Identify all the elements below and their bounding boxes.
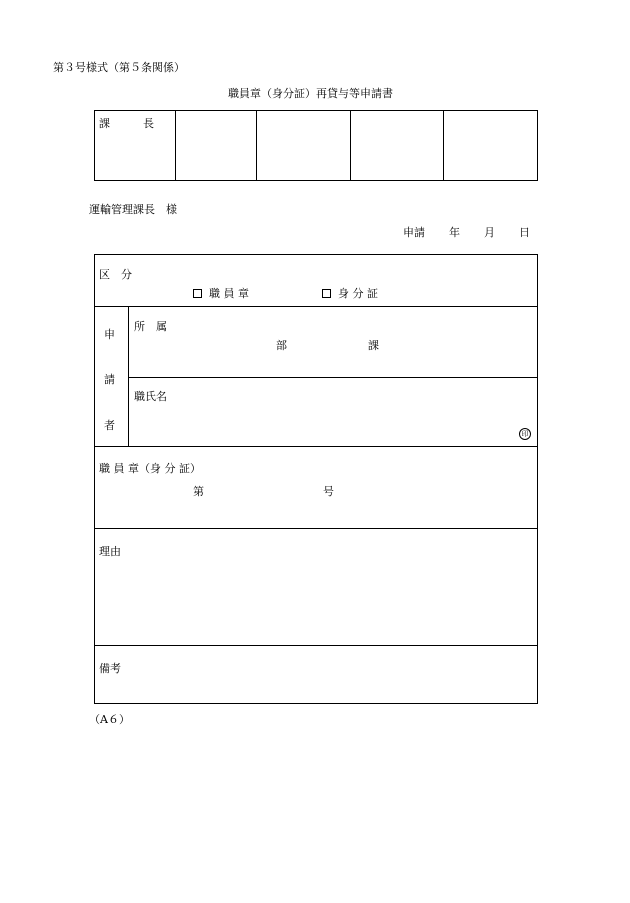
badge-dai: 第 — [193, 485, 204, 498]
date-day-label: 日 — [519, 226, 530, 239]
affiliation-label: 所 属 — [134, 320, 167, 333]
seal-mark — [519, 426, 531, 440]
applicant-side-char-3: 者 — [104, 419, 115, 432]
addressee: 運輸管理課長 様 — [89, 203, 177, 216]
paper-size: （A６） — [89, 713, 130, 726]
approval-header-kacho: 課 長 — [99, 117, 154, 130]
form-title: 職員章（身分証）再貸与等申請書 — [228, 87, 393, 100]
date-month-label: 月 — [484, 226, 495, 239]
name-field[interactable] — [134, 405, 514, 441]
approval-divider-2 — [256, 110, 257, 181]
date-apply-label: 申請 — [403, 226, 425, 239]
badge-go: 号 — [323, 485, 334, 498]
approval-cell-1[interactable] — [180, 115, 250, 175]
approval-divider-3 — [350, 110, 351, 181]
reason-label: 理由 — [99, 545, 121, 558]
badge-number-field[interactable] — [210, 480, 318, 500]
approval-cell-4[interactable] — [448, 115, 533, 175]
row-divider-4 — [94, 528, 538, 529]
approval-cell-3[interactable] — [355, 115, 438, 175]
remarks-field[interactable] — [130, 652, 530, 698]
kubun-option-mibunsho[interactable] — [322, 285, 378, 301]
name-label: 職氏名 — [134, 390, 167, 403]
option-mibunsho-label: 身 分 証 — [338, 287, 378, 300]
date-year-label: 年 — [449, 226, 460, 239]
applicant-side-char-2: 請 — [104, 373, 115, 386]
badge-label: 職 員 章（身 分 証） — [99, 462, 201, 475]
affiliation-ka: 課 — [368, 339, 379, 352]
approval-divider-4 — [443, 110, 444, 181]
kubun-option-shokuinsho[interactable] — [193, 285, 249, 301]
approval-divider-1 — [175, 110, 176, 181]
option-shokuinsho-label: 職 員 章 — [209, 287, 249, 300]
row-divider-5 — [94, 645, 538, 646]
remarks-label: 備考 — [99, 662, 121, 675]
affiliation-field[interactable] — [134, 319, 532, 371]
row-divider-1 — [94, 306, 538, 307]
seal-icon: 印 — [519, 428, 531, 440]
applicant-side-char-1: 申 — [104, 328, 115, 341]
reason-field[interactable] — [99, 560, 531, 640]
kubun-label: 区 分 — [99, 268, 132, 281]
checkbox-icon[interactable] — [322, 289, 331, 298]
applicant-col-divider — [128, 306, 129, 446]
row-divider-3 — [94, 446, 538, 447]
approval-cell-2[interactable] — [261, 115, 345, 175]
checkbox-icon[interactable] — [193, 289, 202, 298]
form-number: 第３号様式（第５条関係） — [53, 61, 185, 74]
affiliation-bu: 部 — [276, 339, 287, 352]
row-divider-2 — [128, 377, 538, 378]
